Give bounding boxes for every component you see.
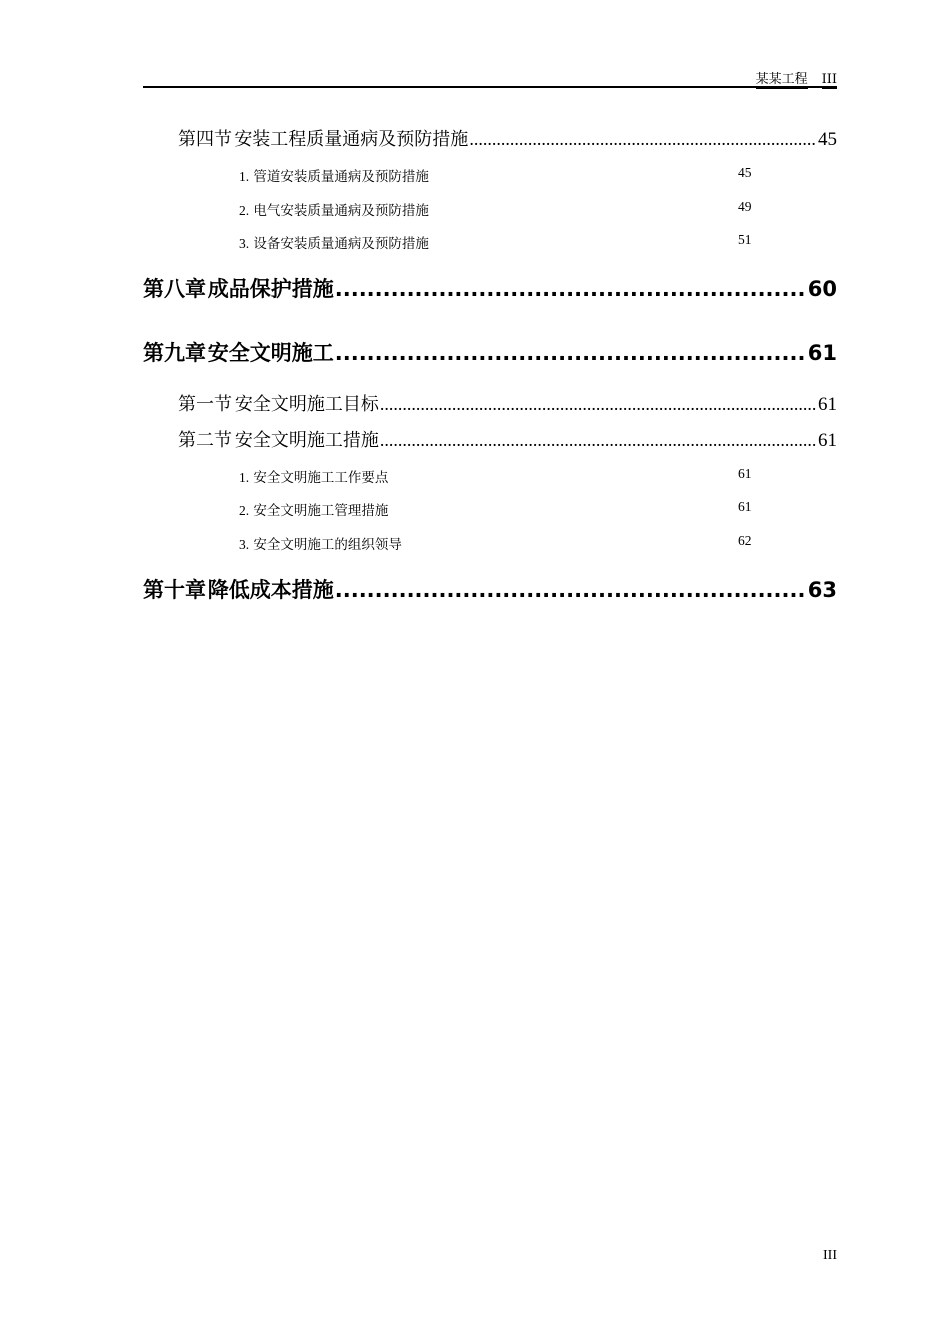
toc-item-title: 设备安装质量通病及预防措施 (253, 236, 429, 252)
toc-item-number: 1. (239, 470, 250, 485)
toc-item-number: 1. (239, 169, 250, 184)
toc-page-number: 51 (738, 232, 752, 247)
toc-page-number: 45 (818, 129, 837, 149)
toc-page-number: 45 (738, 165, 752, 180)
header-right (756, 68, 837, 87)
toc-leader (335, 578, 807, 602)
toc-entry-chapter[interactable] (143, 273, 837, 301)
toc-page-number: 61 (738, 499, 752, 514)
toc-section-label: 第四节 (178, 129, 232, 149)
toc-leader (380, 430, 817, 450)
toc-entry-item[interactable] (239, 232, 759, 250)
toc-item-title: 安全文明施工管理措施 (253, 503, 389, 519)
toc-chapter-title: 安全文明施工 (207, 341, 334, 365)
toc-page-number: 61 (807, 341, 837, 365)
toc-entry-section[interactable] (178, 390, 837, 414)
toc-chapter-label: 第八章 (143, 277, 206, 301)
footer-page-number: III (823, 1248, 837, 1263)
toc-page-number: 63 (807, 578, 837, 602)
header-page-number: III (821, 72, 837, 87)
toc-entry-section[interactable] (178, 426, 837, 450)
toc-entry-section[interactable] (178, 125, 837, 149)
toc-item-number: 3. (239, 236, 250, 251)
toc-entry-item[interactable] (239, 499, 759, 517)
toc-item-title: 电气安装质量通病及预防措施 (253, 203, 429, 219)
toc-entry-item[interactable] (239, 165, 759, 183)
toc-leader (335, 341, 807, 365)
toc-chapter-label: 第十章 (143, 578, 206, 602)
page-header (143, 66, 837, 88)
toc-page-number: 49 (738, 199, 752, 214)
toc-leader (380, 394, 817, 414)
toc-entry-item[interactable] (239, 466, 759, 484)
toc-page-number: 61 (818, 394, 837, 414)
toc-chapter-title: 成品保护措施 (207, 277, 334, 301)
toc-entry-chapter[interactable] (143, 574, 837, 602)
toc-section-title: 安装工程质量通病及预防措施 (234, 129, 469, 149)
header-title: 某某工程 (755, 72, 808, 87)
toc-item-number: 2. (239, 203, 250, 218)
toc-item-title: 安全文明施工的组织领导 (253, 537, 402, 553)
toc-entry-item[interactable] (239, 199, 759, 217)
toc-leader (469, 129, 817, 149)
toc-item-number: 2. (239, 503, 250, 518)
toc-leader (335, 277, 807, 301)
toc-entry-item[interactable] (239, 533, 759, 551)
toc-section-title: 安全文明施工措施 (234, 430, 379, 450)
toc-page-number: 60 (807, 277, 837, 301)
toc-page-number: 62 (738, 533, 752, 548)
toc-section-label: 第一节 (178, 394, 232, 414)
toc-chapter-label: 第九章 (143, 341, 206, 365)
toc-item-number: 3. (239, 537, 250, 552)
toc-entry-chapter[interactable] (143, 337, 837, 365)
toc-item-title: 安全文明施工工作要点 (253, 470, 389, 486)
toc-chapter-title: 降低成本措施 (207, 578, 334, 602)
toc-section-label: 第二节 (178, 430, 232, 450)
toc-page-number: 61 (818, 430, 837, 450)
toc-page-number: 61 (738, 466, 752, 481)
toc-section-title: 安全文明施工目标 (234, 394, 379, 414)
toc-item-title: 管道安装质量通病及预防措施 (253, 169, 429, 185)
